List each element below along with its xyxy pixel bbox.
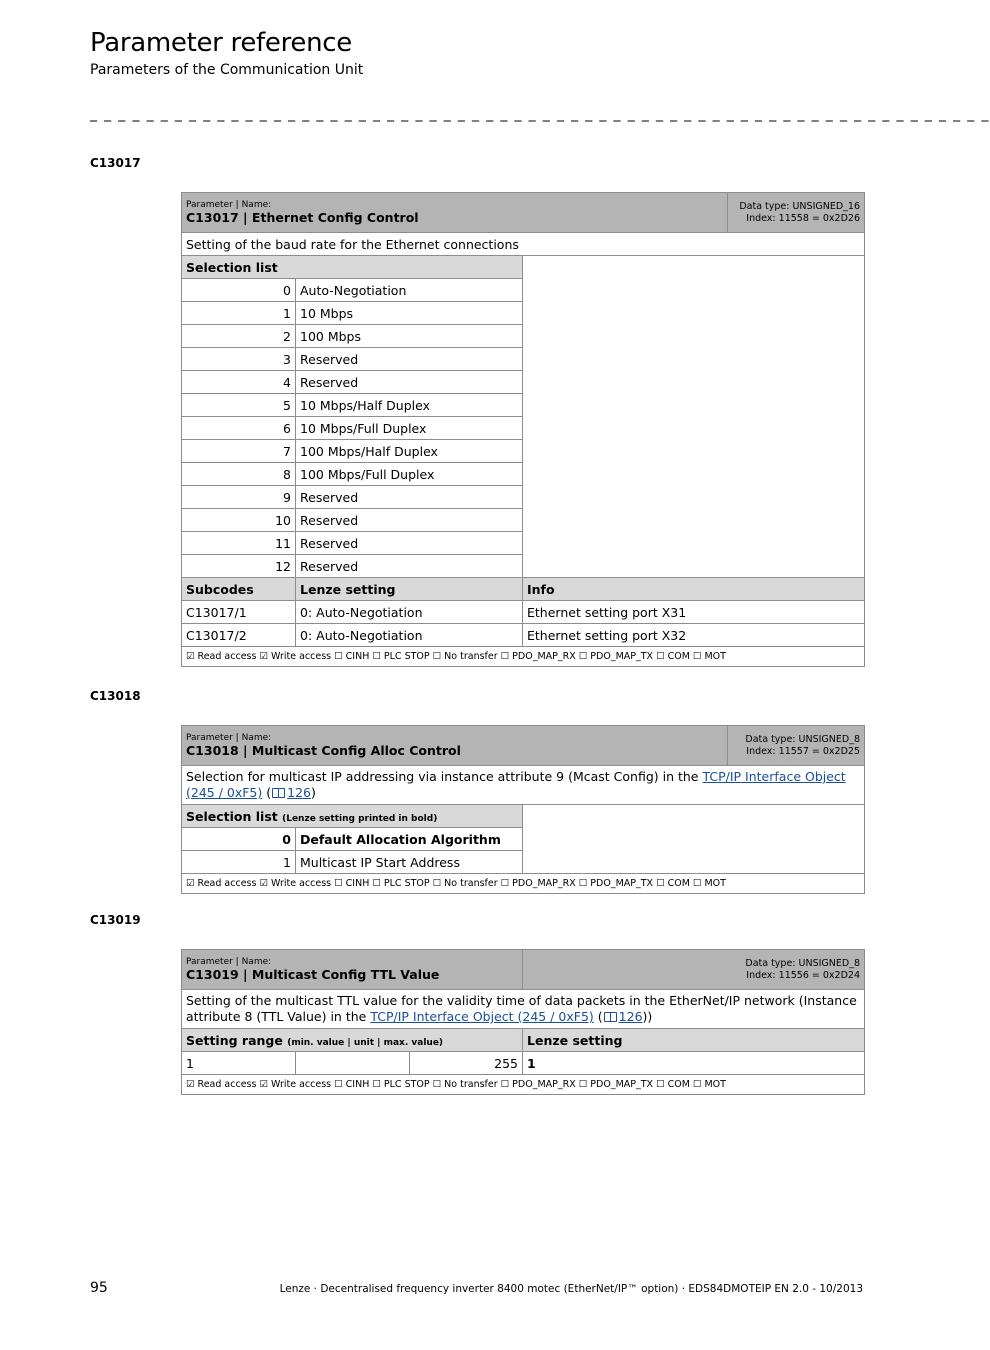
selection-value: 11	[182, 532, 296, 555]
selection-text: 10 Mbps/Half Duplex	[296, 394, 523, 417]
selection-text: Auto-Negotiation	[296, 279, 523, 302]
setting-range-label: Setting range	[186, 1032, 283, 1048]
page-ref-open: (	[266, 785, 272, 800]
page-subtitle: Parameters of the Communication Unit	[90, 62, 364, 78]
parameter-table-c13018	[181, 725, 865, 894]
page-ref-close: ))	[642, 1009, 653, 1024]
blank-cell	[523, 805, 865, 874]
selection-value: 0	[182, 279, 296, 302]
access-flags: ☑ Read access ☑ Write access ☐ CINH ☐ PLC STOP ☐ No transfer ☐ PDO_MAP_RX ☐ PDO_MAP_TX ☐ COM ☐ MOT	[182, 874, 865, 894]
page-ref-close: )	[311, 785, 316, 800]
lenze-setting-header: Lenze setting	[296, 578, 523, 601]
index: Index: 11556 = 0x2D24	[746, 969, 860, 981]
range-min: 1	[182, 1052, 296, 1075]
setting-range-header	[182, 1029, 523, 1052]
selection-list-note: (Lenze setting printed in bold)	[282, 813, 438, 824]
page-title: Parameter reference	[90, 28, 352, 58]
selection-text: 100 Mbps/Full Duplex	[296, 463, 523, 486]
selection-value: 8	[182, 463, 296, 486]
subcode-setting: 0: Auto-Negotiation	[296, 624, 523, 647]
book-icon	[604, 1012, 617, 1022]
selection-text: Reserved	[296, 509, 523, 532]
subcodes-header: Subcodes	[182, 578, 296, 601]
page-number: 95	[90, 1280, 108, 1296]
param-name-label: Parameter | Name:	[186, 733, 272, 743]
parameter-name-cell	[182, 950, 523, 990]
selection-list-header: Selection list	[182, 256, 523, 279]
tcpip-object-link[interactable]: TCP/IP Interface Object (245 / 0xF5)	[370, 1009, 594, 1024]
section-heading-c13018: C13018	[90, 689, 141, 703]
blank-cell	[523, 256, 865, 578]
parameter-name: C13018 | Multicast Config Alloc Control	[186, 743, 461, 758]
parameter-description: Setting of the baud rate for the Ethernet connections	[182, 233, 865, 256]
selection-value: 9	[182, 486, 296, 509]
selection-value: 2	[182, 325, 296, 348]
index: Index: 11558 = 0x2D26	[746, 212, 860, 224]
index: Index: 11557 = 0x2D25	[746, 745, 860, 757]
selection-value: 12	[182, 555, 296, 578]
selection-list-label: Selection list	[186, 808, 278, 824]
description-text: Selection for multicast IP addressing via instance attribute 9 (Mcast Config) in the	[186, 769, 703, 784]
subcode: C13017/1	[182, 601, 296, 624]
parameter-header-row	[182, 193, 865, 233]
footer-document-info: Lenze · Decentralised frequency inverter 8400 motec (EtherNet/IP™ option) · EDS84DMOTEIP EN 2.0 - 10/2013	[279, 1283, 863, 1295]
access-flags: ☑ Read access ☑ Write access ☐ CINH ☐ PLC STOP ☐ No transfer ☐ PDO_MAP_RX ☐ PDO_MAP_TX ☐ COM ☐ MOT	[182, 1075, 865, 1095]
dashed-separator: _ _ _ _ _ _ _ _ _ _ _ _ _ _ _ _ _ _ _ _ _ _ _ _ _ _ _ _ _ _ _ _ _ _ _ _ _ _ _ _ _ _ _ _ _ _ _ _ _ _ _ _ _ _ _ _ _ _ _ _ _ _ _ _	[90, 106, 990, 122]
selection-text: Reserved	[296, 555, 523, 578]
parameter-description	[182, 766, 865, 805]
selection-value: 10	[182, 509, 296, 532]
access-flags: ☑ Read access ☑ Write access ☐ CINH ☐ PLC STOP ☐ No transfer ☐ PDO_MAP_RX ☐ PDO_MAP_TX ☐ COM ☐ MOT	[182, 647, 865, 667]
selection-text: Reserved	[296, 532, 523, 555]
setting-range-note: (min. value | unit | max. value)	[287, 1037, 444, 1048]
selection-list-header	[182, 805, 523, 828]
subcode-info: Ethernet setting port X32	[523, 624, 865, 647]
selection-text: 100 Mbps/Half Duplex	[296, 440, 523, 463]
selection-value: 4	[182, 371, 296, 394]
parameter-name-cell	[182, 193, 728, 233]
parameter-name-cell	[182, 726, 728, 766]
page-ref-link[interactable]	[603, 1009, 643, 1024]
data-type-cell	[728, 193, 865, 233]
parameter-name: C13017 | Ethernet Config Control	[186, 210, 419, 225]
data-type-cell	[728, 726, 865, 766]
selection-text: 100 Mbps	[296, 325, 523, 348]
description-text: Setting of the multicast TTL value for the validity time of data packets in the EtherNet/IP network (Instance attribute 8 (TTL Value) in the	[186, 993, 857, 1024]
subcode-setting: 0: Auto-Negotiation	[296, 601, 523, 624]
page-ref-link[interactable]	[271, 785, 311, 800]
selection-text: Reserved	[296, 371, 523, 394]
selection-text: Reserved	[296, 486, 523, 509]
data-type: Data type: UNSIGNED_16	[739, 200, 860, 212]
subcode-info: Ethernet setting port X31	[523, 601, 865, 624]
subcode: C13017/2	[182, 624, 296, 647]
range-unit	[296, 1052, 410, 1075]
parameter-table-c13017	[181, 192, 865, 667]
data-type-cell	[523, 950, 865, 990]
book-icon	[272, 788, 285, 798]
lenze-setting-value: 1	[523, 1052, 865, 1075]
selection-text: 10 Mbps	[296, 302, 523, 325]
info-header: Info	[523, 578, 865, 601]
selection-text: Default Allocation Algorithm	[296, 828, 523, 851]
selection-value: 5	[182, 394, 296, 417]
data-type: Data type: UNSIGNED_8	[745, 733, 860, 745]
parameter-name: C13019 | Multicast Config TTL Value	[186, 967, 440, 982]
parameter-table-c13019	[181, 949, 865, 1095]
data-type: Data type: UNSIGNED_8	[745, 957, 860, 969]
tcpip-object-link[interactable]: TCP/IP Interface Object (245 / 0xF5)	[186, 769, 846, 800]
page-ref-number: 126	[287, 785, 311, 800]
parameter-description	[182, 990, 865, 1029]
range-max: 255	[410, 1052, 523, 1075]
page-ref-number: 126	[618, 1009, 643, 1024]
selection-text: 10 Mbps/Full Duplex	[296, 417, 523, 440]
lenze-setting-header: Lenze setting	[523, 1029, 865, 1052]
page-ref-open: (	[597, 1009, 603, 1024]
param-name-label: Parameter | Name:	[186, 200, 272, 210]
selection-value: 1	[182, 851, 296, 874]
selection-value: 1	[182, 302, 296, 325]
selection-text: Multicast IP Start Address	[296, 851, 523, 874]
param-name-label: Parameter | Name:	[186, 957, 272, 967]
selection-value: 3	[182, 348, 296, 371]
selection-value: 6	[182, 417, 296, 440]
section-heading-c13019: C13019	[90, 913, 141, 927]
selection-value: 0	[182, 828, 296, 851]
selection-value: 7	[182, 440, 296, 463]
selection-text: Reserved	[296, 348, 523, 371]
section-heading-c13017: C13017	[90, 156, 141, 170]
